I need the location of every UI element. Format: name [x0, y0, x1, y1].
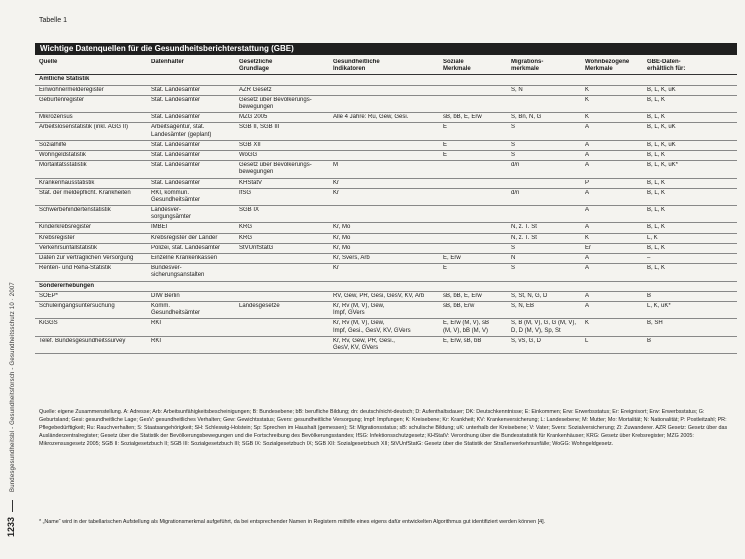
table-cell: B	[647, 292, 652, 299]
column-header: Gesetzliche Grundlage	[239, 59, 273, 73]
table-cell: B, L, K, uK	[647, 124, 676, 131]
table-cell: SGB XII	[239, 141, 261, 148]
running-head: Bundesgesundheitsbl - Gesundheitsforsch - Gesundheitsschutz 10 · 2007	[10, 282, 16, 492]
table-cell: K	[585, 96, 590, 103]
table-cell: A	[585, 292, 590, 299]
table-cell: Verkehrsunfallstatistik	[39, 244, 98, 251]
table-notes: Quelle: eigene Zusammenstellung. A: Adresse; Arb: Arbeitsunfähigkeitsbescheinigungen; B: Bundesebene; bB: berufliche Bildung; dn: deutsch/nicht-deutsch; D: Aufenthaltsdauer; DK: Deutschkenntnisse; E: Einkommen; Erw: Erwerbsstatus; Er: Ereignisort; Erw: Erwerbsstatus; G: Geburtsland; Gesi: gesundheitliche Lage; GesV: gesundheitliches Verhalten; Gew: Gewichtsstatus; Gvers: gesundheitliche Versorgung; Impf: Impfungen; K: Kreisebene; Kr: Krankheit; KV: Krankenversicherung; L: Landesebene; M: Mutter; Mo: Mortalität; N: Nationalität; P: Postleitzahl; PR: Pflegebedürftigkeit; Ru: Rauchverhalten; S: Staatsangehörigkeit; SH: Schleswig-Holstein; Sp: Sprechen im Haushalt (gemessen); St: Migrationsstatus; sB: schulische Bildung; uK: unterhalb der Kreisebene; V: Vater; Svers: Sozialversicherung; Zi: Zuwanderer. AZR Gesetz: Gesetz über das Ausländerzentralregister; Gesetz über die Statistik der Bevölkerungsbewegungen und die Fortschreibung des Bevölkerungsstandes; IfSG: Infektionsschutzgesetz; KHStatV: Verordnung über die Bundesstatistik für Krankenhäuser; KRG: Gesetz über Krebsregister; MZG 2005: Mikrozensusgesetz 2005; SGB II: Sozialgesetzbuch II; SGB III: Sozialgesetzbuch III; SGB IX: Sozialgesetzbuch IX; SGB XII: Sozialgesetzbuch XII; StVUnfStatG: Gesetz über die Statistik der Straßenverkehrsunfälle; WoGG: Wohngeldgesetz.	[39, 409, 728, 448]
table-cell: Kr, Svers, Arb	[333, 255, 370, 262]
section-title: Amtliche Statistik	[39, 76, 90, 83]
table-cell: Stat. Landesämter	[151, 162, 201, 169]
table-cell: S, Bn, N, G	[511, 114, 542, 121]
table-cell: sB, bB, E, Erw	[443, 114, 482, 121]
section-row	[35, 75, 737, 85]
table-cell: Er	[585, 244, 591, 251]
table-cell: WoGG	[239, 151, 258, 158]
table-cell: Kr, Mo	[333, 224, 351, 231]
table-row	[35, 96, 737, 113]
table-cell: S	[511, 151, 516, 158]
table-label: Tabelle 1	[39, 17, 68, 24]
table-cell: Einzelne Krankenkassen	[151, 255, 218, 262]
table-cell: Arbeitsagentur, stat. Landesämter (geplant)	[151, 124, 212, 138]
table-cell: Landesver- sorgungsämter	[151, 207, 192, 221]
table-cell: Bundesver- sicherungsanstalten	[151, 265, 205, 279]
column-header: GBE-Daten- erhältlich für:	[647, 59, 686, 73]
table-cell: Kr	[333, 265, 339, 272]
table-cell: d/n	[511, 189, 520, 196]
table-cell: RKI, kommun. Gesundheitsämter	[151, 189, 201, 203]
table-cell: IMBEI	[151, 224, 168, 231]
table-cell: Kr, Rv (M, V), Gew, Impf, GVers	[333, 302, 385, 317]
table-title: Wichtige Datenquellen für die Gesundheitsberichterstattung (GBE)	[35, 43, 737, 55]
table-cell: Stat. der meldepflicht. Krankheiten	[39, 189, 131, 196]
table-cell: Einwohnermelderegister	[39, 86, 104, 93]
table-cell: DIW Berlin	[151, 292, 180, 299]
table-cell: Kr, Mo	[333, 244, 351, 251]
table-cell: RV, Gew, PR, Gesi, GesV, KV, Arb	[333, 292, 425, 299]
table-cell: N, z. T. St	[511, 234, 537, 241]
table-cell: Mikrozensus	[39, 114, 73, 121]
table-cell: E, Erw	[443, 255, 461, 262]
table-cell: RKI	[151, 337, 162, 344]
table-cell: Landesgesetze	[239, 302, 280, 309]
table-cell: S, vS, G, D	[511, 337, 542, 344]
table-cell: E	[443, 124, 448, 131]
table-cell: A	[585, 124, 590, 131]
table-cell: B, L, K	[647, 189, 666, 196]
table-cell: S, B (M, V), G, G (M, V), D, D (M, V), Sp, St	[511, 320, 577, 334]
table-cell: RKI	[151, 320, 162, 327]
table-cell: Kr	[333, 179, 339, 186]
table-cell: B, L, K, uK*	[647, 162, 679, 169]
table-row	[35, 234, 737, 244]
table-cell: B, L, K	[647, 244, 666, 251]
table-cell: KRG	[239, 234, 253, 241]
table-row	[35, 319, 737, 336]
table-cell: MZG 2005	[239, 114, 268, 121]
table-cell: sB, bB, E, Erw	[443, 292, 482, 299]
table-cell: SOEP*	[39, 292, 59, 299]
table-row	[35, 113, 737, 123]
table-cell: A	[585, 162, 590, 169]
table-cell: sB, bB, Erw	[443, 302, 475, 309]
table-cell: Krebsregister der Länder	[151, 234, 218, 241]
table-cell: S, N, EB	[511, 302, 535, 309]
table-cell: StVUnfStatG	[239, 244, 274, 251]
table-cell: S, N	[511, 86, 523, 93]
table-cell: AZR Gesetz	[239, 86, 272, 93]
section-row	[35, 282, 737, 292]
page-number: 1233	[6, 516, 16, 538]
table-cell: Schwerbehindertenstatistik	[39, 207, 111, 214]
table-cell: E	[443, 151, 448, 158]
table-cell: Stat. Landesämter	[151, 179, 201, 186]
table-cell: Gesetz über Bevölkerungs- bewegungen	[239, 162, 312, 176]
column-header: Wohnbezogene Merkmale	[585, 59, 630, 73]
table-cell: P	[585, 179, 590, 186]
table-cell: B, L, K	[647, 151, 666, 158]
table-cell: SGB IX	[239, 207, 260, 214]
table-cell: B, SH	[647, 320, 663, 327]
section-title: Sondererhebungen	[39, 282, 95, 289]
table-cell: KHStatV	[239, 179, 263, 186]
table-cell: A	[585, 141, 590, 148]
table-cell: Stat. Landesämter	[151, 141, 201, 148]
table-row	[35, 151, 737, 161]
table-cell: Telef. Bundesgesundheitssurvey	[39, 337, 126, 344]
table-cell: A	[585, 302, 590, 309]
table-cell: E	[443, 265, 448, 272]
table-cell: B, L, K	[647, 114, 666, 121]
table-header-row	[35, 58, 737, 75]
table-cell: A	[585, 207, 590, 214]
table-cell: Komm. Gesundheitsämter	[151, 302, 201, 317]
table-cell: A	[585, 265, 590, 272]
table-cell: K	[585, 320, 590, 327]
table-cell: N, z. T. St	[511, 224, 537, 231]
table-cell: Schuleingangsuntersuchung	[39, 302, 115, 309]
table-cell: Geburtenregister	[39, 96, 85, 103]
column-header: Quelle	[39, 59, 58, 65]
table-footnote: * „Name“ wird in der tabellarischen Aufstellung als Migrationsmerkmal aufgeführt, da bei entsprechender Namen in Registern mithilfe eines eigens dafür entwickelten Algorithmus gut identifiziert werden können [4].	[39, 519, 546, 525]
column-header: Gesundheitliche Indikatoren	[333, 59, 380, 73]
table-row	[35, 264, 737, 281]
table-row	[35, 206, 737, 223]
column-header: Datenhalter	[151, 59, 185, 65]
table-cell: L, K	[647, 234, 658, 241]
table-cell: K	[585, 86, 590, 93]
table-row	[35, 292, 737, 302]
table-cell: S	[511, 124, 516, 131]
table-row	[35, 141, 737, 151]
table-cell: E, Erw (M, V), sB (M, V), bB (M, V)	[443, 320, 490, 334]
table-cell: B, L, K	[647, 207, 666, 214]
table-cell: KRG	[239, 224, 253, 231]
table-cell: A	[585, 224, 590, 231]
table-cell: B, L, K	[647, 224, 666, 231]
table-cell: Kr	[333, 189, 339, 196]
table-cell: A	[585, 189, 590, 196]
table-row	[35, 337, 737, 354]
table-cell: S, St, N, G, D	[511, 292, 548, 299]
table-cell: B, L, K	[647, 265, 666, 272]
table-cell: KiGGS	[39, 320, 58, 327]
table-cell: –	[647, 255, 651, 262]
table-cell: Stat. Landesämter	[151, 86, 201, 93]
table-cell: K	[585, 234, 590, 241]
table-cell: A	[585, 151, 590, 158]
table-cell: L, K, uK*	[647, 302, 671, 309]
table-cell: B, L, K, uK	[647, 141, 676, 148]
table-cell: Kr, Rv, Gew, PR, Gesi., GesV, KV, GVers	[333, 337, 395, 351]
table-cell: SGB II, SGB III	[239, 124, 280, 131]
table-cell: Stat. Landesämter	[151, 114, 201, 121]
table-cell: Alle 4 Jahre: Ru, Gew, Gesi.	[333, 114, 409, 121]
table-cell: K	[585, 114, 590, 121]
table-cell: Renten- und Reha-Statistik	[39, 265, 112, 272]
table-row	[35, 123, 737, 140]
table-cell: B	[647, 337, 652, 344]
table-row	[35, 189, 737, 206]
table-cell: A	[585, 255, 590, 262]
table-row	[35, 179, 737, 189]
table-cell: B, L, K	[647, 96, 666, 103]
table-cell: IfSG	[239, 189, 252, 196]
table-cell: Arbeitslosenstatistik (inkl. AGG II)	[39, 124, 129, 131]
table-row	[35, 302, 737, 319]
table-row	[35, 161, 737, 178]
data-table	[35, 58, 737, 354]
table-cell: d/n	[511, 162, 520, 169]
table-cell: S	[511, 265, 516, 272]
table-cell: Kr, Rv (M, V), Gew, Impf, Gesi., GesV, KV, GVers	[333, 320, 411, 334]
table-cell: S	[511, 141, 516, 148]
table-cell: Stat. Landesämter	[151, 96, 201, 103]
table-cell: Wohngeldstatistik	[39, 151, 86, 158]
table-cell: E, Erw, sB, bB	[443, 337, 482, 344]
table-row	[35, 244, 737, 254]
table-cell: Polizei, stat. Landesämter	[151, 244, 221, 251]
table-cell: N	[511, 255, 516, 262]
table-cell: Daten zur vertraglichen Versorgung	[39, 255, 134, 262]
table-cell: Kinderkrebsregister	[39, 224, 92, 231]
table-cell: Mortalitätsstatistik	[39, 162, 87, 169]
table-cell: Kr, Mo	[333, 234, 351, 241]
column-header: Soziale Merkmale	[443, 59, 471, 73]
table-cell: Krankenhausstatistik	[39, 179, 95, 186]
table-cell: Krebsregister	[39, 234, 75, 241]
column-header: Migrations- merkmale	[511, 59, 544, 73]
table-row	[35, 223, 737, 233]
table-cell: Sozialhilfe	[39, 141, 67, 148]
table-cell: L	[585, 337, 589, 344]
table-cell: B, L, K, uK	[647, 86, 676, 93]
table-cell: E	[443, 141, 448, 148]
table-cell: M	[333, 162, 338, 169]
table-cell: Stat. Landesämter	[151, 151, 201, 158]
table-row	[35, 254, 737, 264]
table-cell: S	[511, 244, 516, 251]
table-cell: B, L, K	[647, 179, 666, 186]
table-cell: Gesetz über Bevölkerungs- bewegungen	[239, 96, 312, 110]
table-frame	[31, 12, 741, 552]
table-row	[35, 86, 737, 96]
